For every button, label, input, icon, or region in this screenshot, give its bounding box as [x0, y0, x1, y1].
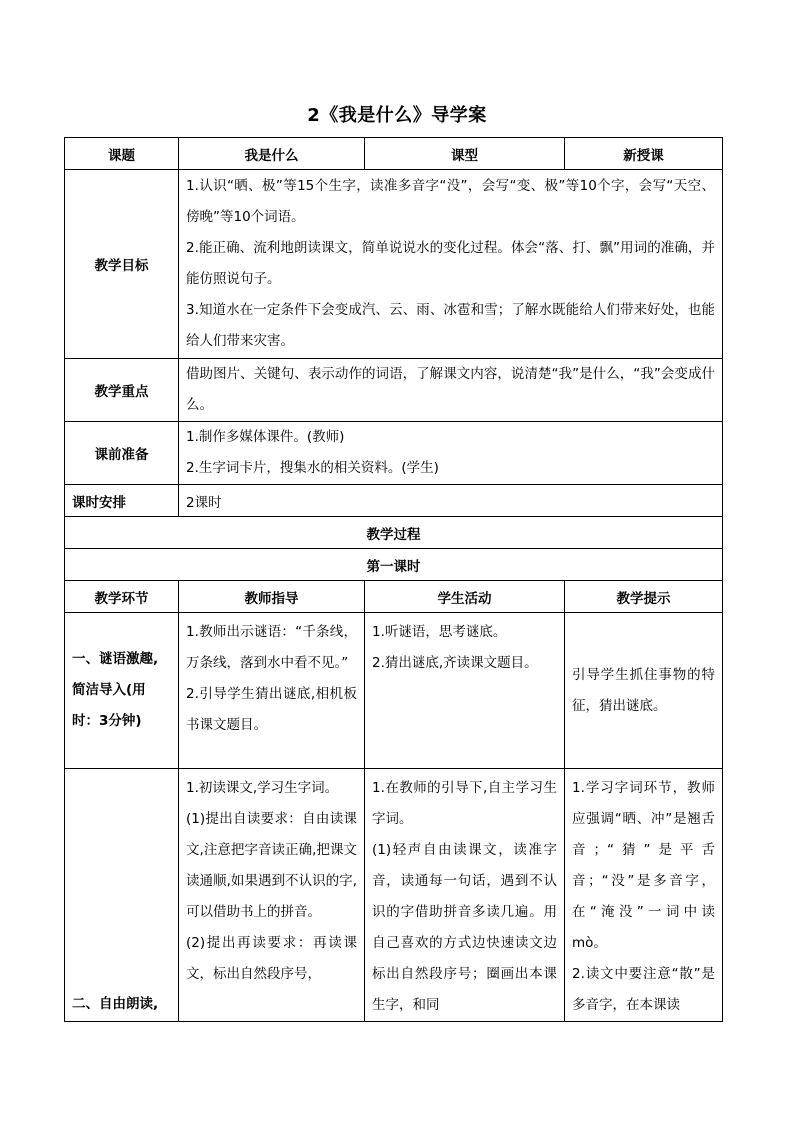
header-row	[65, 138, 723, 170]
teacher-item: (1)提出自读要求：自由读课文,注意把字音读正确,把课文读通顺,如果遇到不认识的字,可以借助书上的拼音。	[186, 811, 357, 920]
objectives-label: 教学目标	[65, 170, 179, 359]
objectives-content	[179, 170, 723, 359]
lesson-type-label: 课型	[365, 138, 565, 170]
objective-item: 1.认识“晒、极”等15个生字，读准多音字“没”，会写“变、极”等10个字，会写“天空、 傍晚”等10个词语。	[186, 178, 715, 225]
teacher-item: (2)提出再读要求：再读课文，标出自然段序号，	[186, 935, 357, 982]
lesson-type-value: 新授课	[565, 138, 723, 170]
teaching-tips	[565, 613, 723, 769]
tip-item: 1.学习字词环节，教师应强调“晒、冲”是翘舌音；“猜”是平舌音；“没”是多音字，在“淹没”一词中读mò。	[572, 780, 715, 951]
teacher-item: 1.初读课文,学习生字词。	[186, 780, 339, 796]
key-points-text: 借助图片、关键句、表示动作的词语，了解课文内容，说清楚“我”是什么，“我”会变成什么。	[179, 359, 723, 422]
student-item: (1)轻声自由读课文，读准字音，读通每一句话，遇到不认识的字借助拼音多读几遍。用自己喜欢的方式边快速读文边标出自然段序号；圈画出本课生字，和同	[372, 842, 557, 1013]
objective-item: 3.知道水在一定条件下会变成汽、云、雨、冰雹和雪；了解水既能给人们带来好处，也能给人们带来灾害。	[186, 302, 715, 349]
column-header-stage: 教学环节	[65, 581, 179, 613]
student-activity	[365, 613, 565, 769]
stage-row	[65, 613, 723, 769]
key-points-label: 教学重点	[65, 359, 179, 422]
tip-item: 2.读文中要注意“散”是多音字，在本课读	[572, 966, 715, 1013]
preparation-content	[179, 422, 723, 485]
topic-value: 我是什么	[179, 138, 365, 170]
schedule-label: 课时安排	[65, 485, 179, 517]
key-points-row	[65, 359, 723, 422]
student-item: 1.听谜语，思考谜底。	[372, 624, 507, 640]
student-activity	[365, 769, 565, 1022]
teacher-item: 2.引导学生猜出谜底,相机板书课文题目。	[186, 686, 357, 733]
schedule-value: 2课时	[179, 485, 723, 517]
process-title: 教学过程	[65, 517, 723, 549]
lesson-title: 第一课时	[65, 549, 723, 581]
student-item: 2.猜出谜底,齐读课文题目。	[372, 655, 538, 671]
column-header-teacher: 教师指导	[179, 581, 365, 613]
stage-label: 二、自由朗读,	[65, 769, 179, 1022]
teacher-guidance	[179, 613, 365, 769]
stage-row	[65, 769, 723, 1022]
column-header-student: 学生活动	[365, 581, 565, 613]
teacher-item: 1.教师出示谜语：“千条线，万条线，落到水中看不见。”	[186, 624, 357, 671]
student-item: 1.在教师的引导下,自主学习生字词。	[372, 780, 557, 827]
lesson-title-row	[65, 549, 723, 581]
teaching-tips	[565, 769, 723, 1022]
schedule-row	[65, 485, 723, 517]
lesson-plan-table	[64, 137, 723, 1022]
objective-item: 2.能正确、流利地朗读课文，简单说说水的变化过程。体会“落、打、飘”用词的准确，并能仿照说句子。	[186, 240, 715, 287]
teacher-guidance	[179, 769, 365, 1022]
preparation-item: 2.生字词卡片，搜集水的相关资料。(学生)	[186, 460, 439, 476]
preparation-label: 课前准备	[65, 422, 179, 485]
preparation-row	[65, 422, 723, 485]
topic-label: 课题	[65, 138, 179, 170]
column-header-tips: 教学提示	[565, 581, 723, 613]
objectives-row	[65, 170, 723, 359]
stage-label: 一、谜语激趣,简洁导入(用时：3分钟)	[65, 613, 179, 769]
process-title-row	[65, 517, 723, 549]
document-title: 2《我是什么》导学案	[307, 105, 487, 126]
process-columns-row	[65, 581, 723, 613]
preparation-item: 1.制作多媒体课件。(教师)	[186, 429, 345, 445]
tip-item: 引导学生抓住事物的特征，猜出谜底。	[572, 666, 715, 714]
